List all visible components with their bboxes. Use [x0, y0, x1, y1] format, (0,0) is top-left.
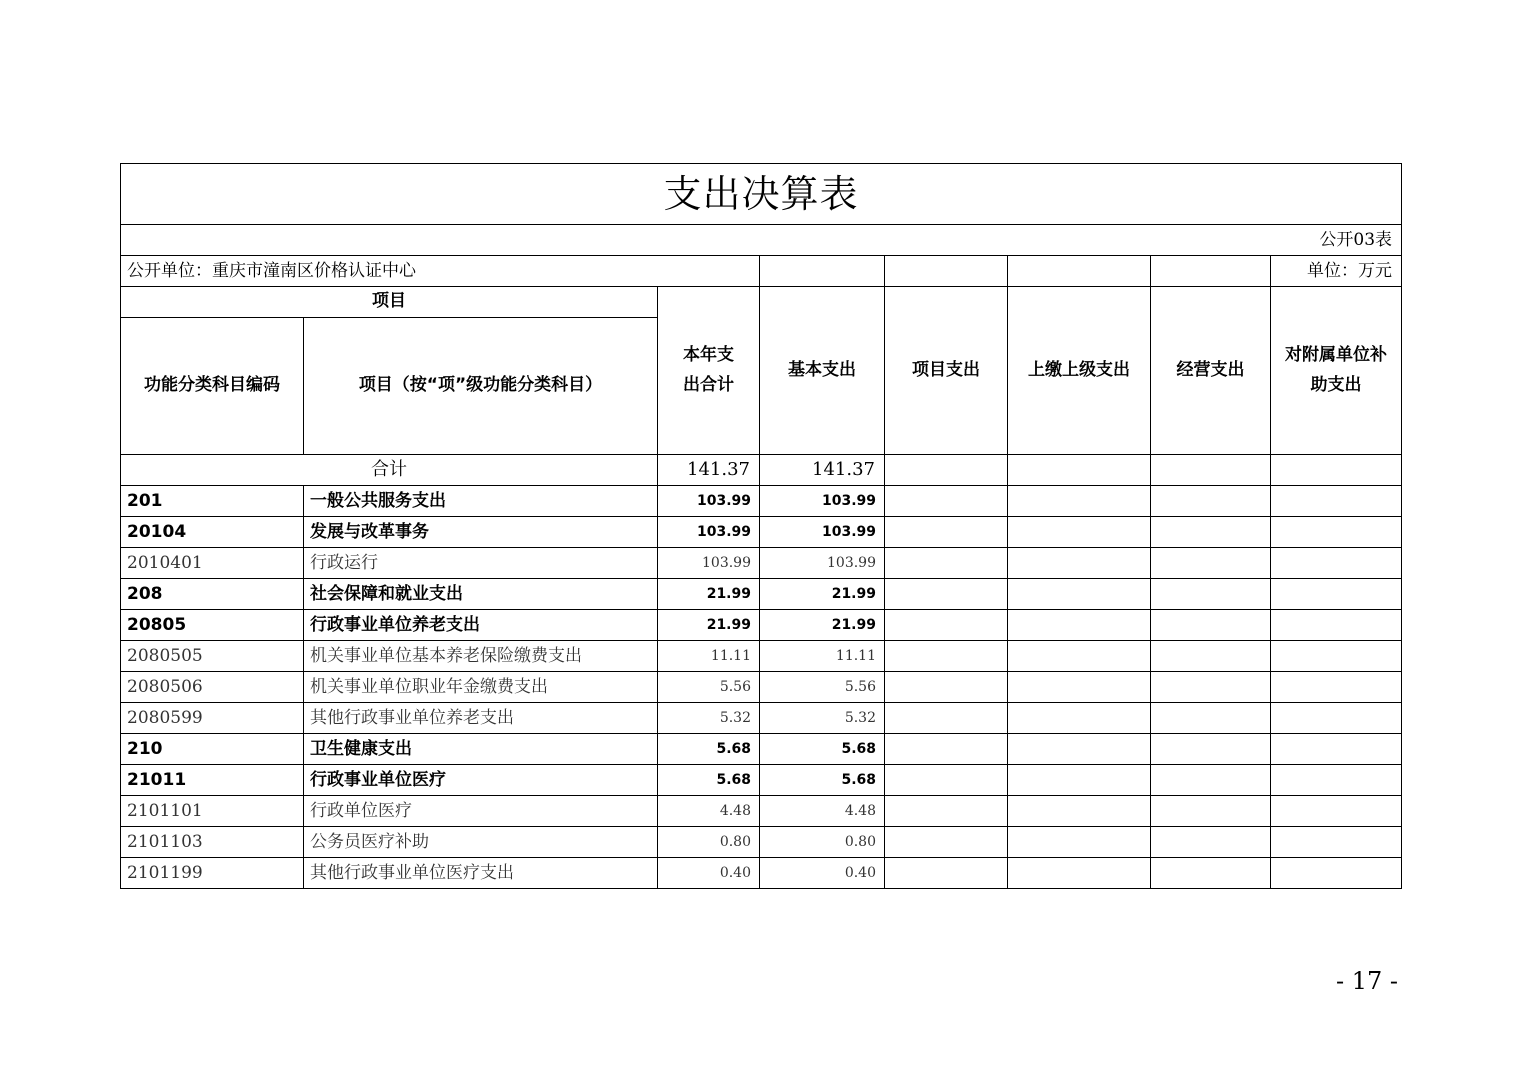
empty-cell	[1151, 610, 1271, 641]
empty-cell	[885, 579, 1008, 610]
row-name: 一般公共服务支出	[304, 486, 658, 517]
empty-cell	[1151, 827, 1271, 858]
table-row	[121, 641, 1402, 672]
header-business: 经营支出	[1151, 287, 1271, 455]
empty-cell	[1271, 827, 1402, 858]
row-total: 0.80	[658, 827, 760, 858]
table-title: 支出决算表	[121, 164, 1402, 225]
empty-cell	[1151, 486, 1271, 517]
empty-cell	[1151, 455, 1271, 486]
row-basic: 103.99	[760, 517, 885, 548]
row-code: 2101101	[121, 796, 304, 827]
row-total: 5.68	[658, 765, 760, 796]
expenditure-table-sheet	[120, 163, 1401, 889]
row-code: 208	[121, 579, 304, 610]
row-basic: 0.80	[760, 827, 885, 858]
header-subsidy: 对附属单位补助支出	[1271, 287, 1402, 455]
total-amount: 141.37	[658, 455, 760, 486]
row-name: 其他行政事业单位医疗支出	[304, 858, 658, 889]
empty-cell	[1008, 579, 1151, 610]
row-total: 5.56	[658, 672, 760, 703]
empty-cell	[1151, 641, 1271, 672]
row-total: 103.99	[658, 486, 760, 517]
empty-cell	[1008, 765, 1151, 796]
row-name: 行政单位医疗	[304, 796, 658, 827]
total-label: 合计	[121, 455, 658, 486]
row-total: 21.99	[658, 579, 760, 610]
row-code: 210	[121, 734, 304, 765]
empty-cell	[1271, 610, 1402, 641]
row-name: 卫生健康支出	[304, 734, 658, 765]
row-basic: 5.68	[760, 765, 885, 796]
row-code: 20104	[121, 517, 304, 548]
row-name: 行政运行	[304, 548, 658, 579]
empty-cell	[1271, 517, 1402, 548]
table-row	[121, 734, 1402, 765]
header-project-group: 项目	[121, 287, 658, 318]
table-row	[121, 579, 1402, 610]
row-total: 0.40	[658, 858, 760, 889]
row-basic: 103.99	[760, 486, 885, 517]
empty-cell	[1271, 858, 1402, 889]
empty-cell	[885, 641, 1008, 672]
empty-cell	[1008, 734, 1151, 765]
empty-cell	[1008, 827, 1151, 858]
table-row	[121, 827, 1402, 858]
row-code: 2010401	[121, 548, 304, 579]
empty-cell	[885, 455, 1008, 486]
empty-cell	[1008, 486, 1151, 517]
empty-cell	[1151, 517, 1271, 548]
expenditure-table	[120, 163, 1402, 889]
empty-cell	[1008, 796, 1151, 827]
empty-cell	[1271, 641, 1402, 672]
empty-cell	[1271, 765, 1402, 796]
empty-cell	[1151, 256, 1271, 287]
row-name: 机关事业单位基本养老保险缴费支出	[304, 641, 658, 672]
empty-cell	[1008, 858, 1151, 889]
header-upper: 上缴上级支出	[1008, 287, 1151, 455]
row-basic: 21.99	[760, 610, 885, 641]
header-project: 项目支出	[885, 287, 1008, 455]
row-code: 2080506	[121, 672, 304, 703]
empty-cell	[885, 610, 1008, 641]
empty-cell	[1151, 765, 1271, 796]
row-basic: 21.99	[760, 579, 885, 610]
header-total: 本年支出合计	[658, 287, 760, 455]
table-row	[121, 858, 1402, 889]
empty-cell	[1271, 672, 1402, 703]
row-name: 其他行政事业单位养老支出	[304, 703, 658, 734]
empty-cell	[1151, 548, 1271, 579]
empty-cell	[1151, 672, 1271, 703]
row-basic: 5.32	[760, 703, 885, 734]
empty-cell	[760, 256, 885, 287]
empty-cell	[885, 765, 1008, 796]
row-code: 21011	[121, 765, 304, 796]
empty-cell	[1008, 610, 1151, 641]
table-row	[121, 610, 1402, 641]
empty-cell	[1151, 734, 1271, 765]
empty-cell	[1008, 672, 1151, 703]
table-row	[121, 703, 1402, 734]
unit-name: 公开单位：重庆市潼南区价格认证中心	[121, 256, 760, 287]
empty-cell	[1271, 455, 1402, 486]
table-row	[121, 517, 1402, 548]
row-total: 103.99	[658, 517, 760, 548]
empty-cell	[1008, 548, 1151, 579]
empty-cell	[1151, 703, 1271, 734]
row-total: 21.99	[658, 610, 760, 641]
row-name: 发展与改革事务	[304, 517, 658, 548]
row-code: 2080505	[121, 641, 304, 672]
header-code: 功能分类科目编码	[121, 318, 304, 455]
empty-cell	[1008, 703, 1151, 734]
empty-cell	[1008, 641, 1151, 672]
empty-cell	[1271, 796, 1402, 827]
empty-cell	[885, 827, 1008, 858]
table-row	[121, 796, 1402, 827]
empty-cell	[885, 486, 1008, 517]
row-basic: 0.40	[760, 858, 885, 889]
currency-unit: 单位：万元	[1271, 256, 1402, 287]
header-basic: 基本支出	[760, 287, 885, 455]
empty-cell	[885, 796, 1008, 827]
row-code: 2080599	[121, 703, 304, 734]
row-name: 行政事业单位养老支出	[304, 610, 658, 641]
row-basic: 5.56	[760, 672, 885, 703]
empty-cell	[1271, 734, 1402, 765]
row-name: 行政事业单位医疗	[304, 765, 658, 796]
table-row	[121, 486, 1402, 517]
empty-cell	[1008, 455, 1151, 486]
empty-cell	[885, 734, 1008, 765]
row-total: 103.99	[658, 548, 760, 579]
row-basic: 103.99	[760, 548, 885, 579]
empty-cell	[1271, 486, 1402, 517]
empty-cell	[1151, 858, 1271, 889]
empty-cell	[1151, 579, 1271, 610]
empty-cell	[1271, 548, 1402, 579]
row-code: 2101199	[121, 858, 304, 889]
empty-cell	[885, 672, 1008, 703]
empty-cell	[1151, 796, 1271, 827]
empty-cell	[885, 703, 1008, 734]
row-total: 11.11	[658, 641, 760, 672]
table-row	[121, 765, 1402, 796]
row-basic: 11.11	[760, 641, 885, 672]
empty-cell	[1271, 579, 1402, 610]
empty-cell	[1008, 517, 1151, 548]
empty-cell	[1008, 256, 1151, 287]
empty-cell	[1271, 703, 1402, 734]
table-number: 公开03表	[121, 225, 1402, 256]
total-basic: 141.37	[760, 455, 885, 486]
row-total: 4.48	[658, 796, 760, 827]
row-code: 2101103	[121, 827, 304, 858]
table-row	[121, 672, 1402, 703]
row-total: 5.68	[658, 734, 760, 765]
row-code: 20805	[121, 610, 304, 641]
row-name: 机关事业单位职业年金缴费支出	[304, 672, 658, 703]
page-number: - 17 -	[1336, 967, 1399, 995]
row-name: 公务员医疗补助	[304, 827, 658, 858]
row-name: 社会保障和就业支出	[304, 579, 658, 610]
row-basic: 4.48	[760, 796, 885, 827]
empty-cell	[885, 517, 1008, 548]
row-total: 5.32	[658, 703, 760, 734]
row-code: 201	[121, 486, 304, 517]
empty-cell	[885, 858, 1008, 889]
empty-cell	[885, 548, 1008, 579]
row-basic: 5.68	[760, 734, 885, 765]
table-row	[121, 548, 1402, 579]
header-name: 项目（按“项”级功能分类科目）	[304, 318, 658, 455]
empty-cell	[885, 256, 1008, 287]
